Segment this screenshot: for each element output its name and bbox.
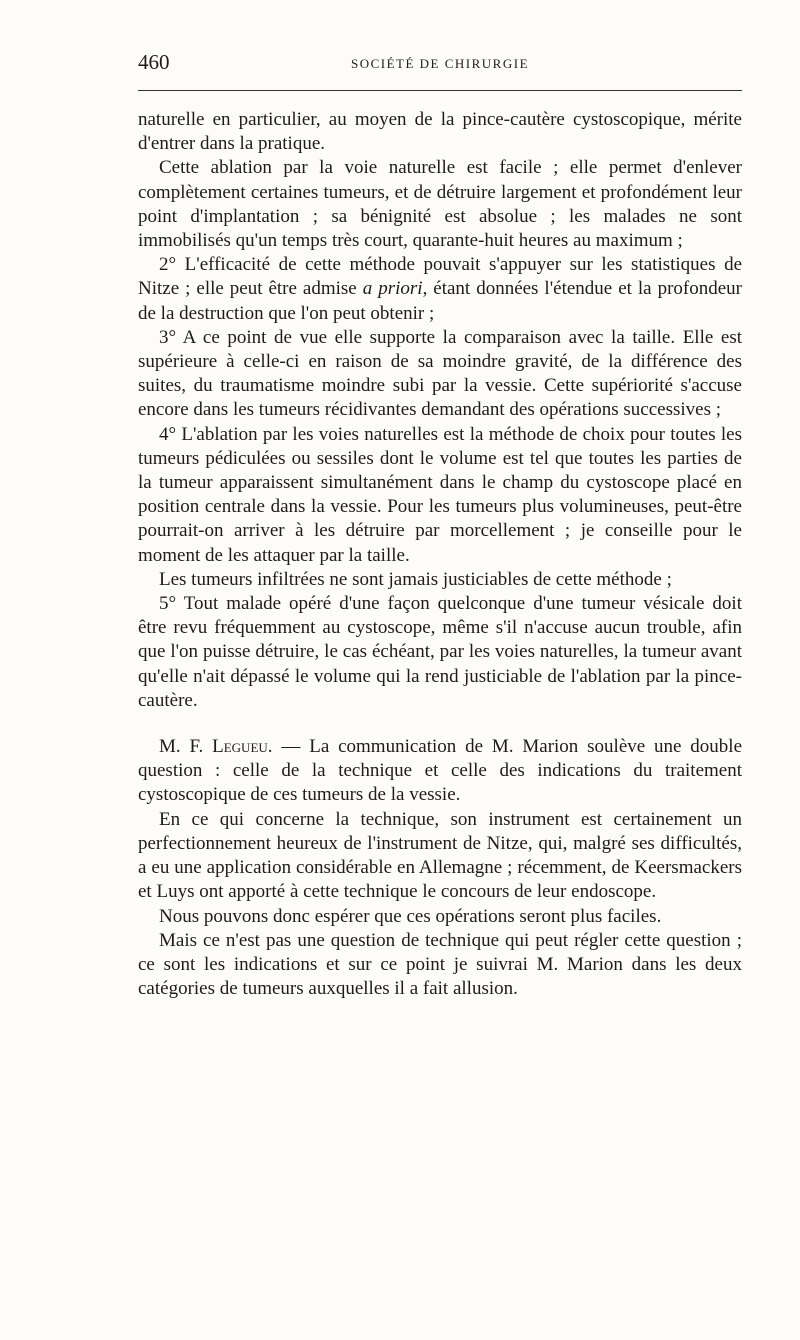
header-rule: [138, 90, 742, 91]
paragraph-point-5: 5° Tout malade opéré d'une façon quelconque d'une tumeur vésicale doit être revu fréquemment au cystoscope, même s'il n'accuse aucun trouble, afin que l'on puisse détruire, le cas échéant, par les voies naturelles, la tumeur avant qu'elle n'ait dépassé le volume qui la rend justiciable de l'ablation par la pince-cautère.: [138, 593, 742, 711]
point-2-text-b: , étant données l'étendue et la profondeur de la destruction que l'on peut obtenir ;: [138, 278, 742, 324]
paragraph-point-3: 3° A ce point de vue elle supporte la comparaison avec la taille. Elle est supérieure à celle-ci en raison de sa moindre gravité, de la différence des suites, du traumatisme moindre subi par la vessie. Cette supériorité s'accuse encore dans les tumeurs récidivantes demandant des opérations successives ;: [138, 326, 742, 421]
point-2-italic: a priori: [362, 278, 423, 300]
paragraph-hope: Nous pouvons donc espérer que ces opérations seront plus faciles.: [159, 905, 662, 927]
paragraph-legueu-intro: [138, 735, 742, 808]
body-text: [138, 108, 742, 1001]
paragraph-technique: En ce qui concerne la technique, son instrument est certainement un perfectionnement heureux de l'instrument de Nitze, qui, malgré ses difficultés, a eu une application considérable en Allemagne ; récemment, de Keersmackers et Luys ont apporté à cette technique le concours de leur endoscope.: [138, 808, 742, 903]
paragraph-indications: Mais ce n'est pas une question de technique qui peut régler cette question ; ce sont les indications et sur ce point je suivrai M. Marion dans les deux catégories de tumeurs auxquelles il a fait allusion.: [138, 929, 742, 1000]
running-head: SOCIÉTÉ DE CHIRURGIE: [350, 56, 530, 71]
paragraph-point-2: [138, 253, 742, 326]
speaker-name: M. F. Legueu.: [159, 736, 273, 758]
paragraph-ablation: Cette ablation par la voie naturelle est facile ; elle permet d'enlever complètement certaines tumeurs, et de détruire largement et profondément leur point d'implantation ; sa bénignité est absolue ; les malades ne sont immobilisés qu'un temps très court, quarante-huit heures au maximum ;: [138, 157, 742, 252]
paragraph-point-4: 4° L'ablation par les voies naturelles est la méthode de choix pour toutes les tumeurs pédiculées ou sessiles dont le volume est tel que toutes les parties de la tumeur apparaissent simultanément dans le champ du cystoscope placé en position centrale dans la vessie. Pour les tumeurs plus volumineuses, peut-être pourrait-on arriver à les détruire par morcellement ; je conseille pour le moment de les attaquer par la taille.: [138, 423, 742, 566]
paragraph-infiltrated: Les tumeurs infiltrées ne sont jamais justiciables de cette méthode ;: [159, 568, 672, 590]
point-2-text-a: 2° L'efficacité de cette méthode pouvait s'appuyer sur les statistiques de Nitze ; elle peut être admise: [138, 254, 742, 300]
paragraph-continuation: naturelle en particulier, au moyen de la pince-cautère cystoscopique, mérite d'entrer dans la pratique.: [138, 109, 742, 155]
page-header: [138, 50, 742, 80]
legueu-intro-text: — La communication de M. Marion soulève une double question : celle de la technique et celle des indications du traitement cystoscopique de ces tumeurs de la vessie.: [138, 736, 743, 806]
page-number: 460: [138, 50, 170, 74]
